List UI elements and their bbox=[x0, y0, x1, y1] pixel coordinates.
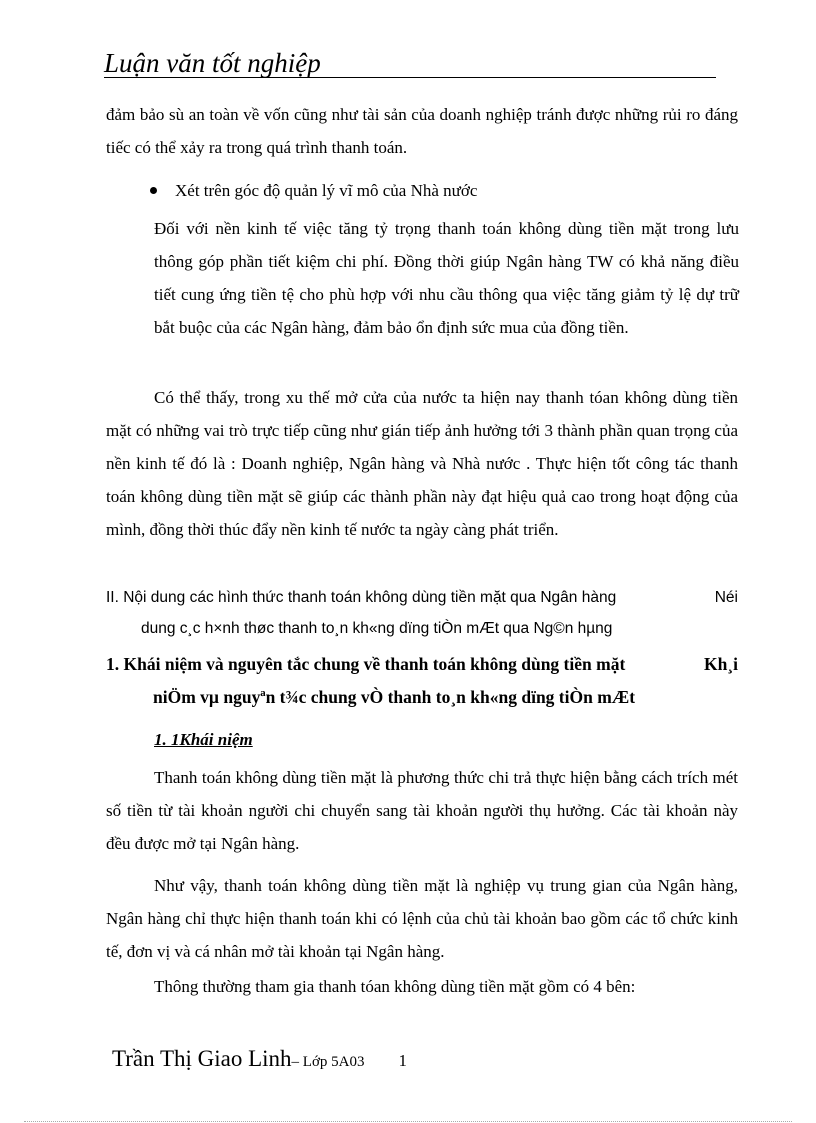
section-ii-garbled-a: Néi bbox=[714, 589, 738, 606]
bullet-item bbox=[150, 174, 740, 207]
page-bottom-rule bbox=[24, 1121, 792, 1122]
subsection-title: 1. 1Khái niệm bbox=[154, 730, 253, 749]
section-ii-garbled-b: dung c¸c h×nh thøc thanh to¸n kh«ng dïng tiÒn mÆt qua Ng©n hµng bbox=[141, 620, 613, 637]
page-number: 1 bbox=[398, 1051, 407, 1070]
footer-author: Trần Thị Giao Linh bbox=[112, 1046, 292, 1071]
section-1-heading bbox=[106, 648, 738, 714]
section-1-title: 1. Khái niệm và nguyên tắc chung về thanh toán không dùng tiền mặt bbox=[106, 654, 626, 674]
section-1-garbled-b: niÖm vµ nguyªn t¾c chung vÒ thanh to¸n kh«ng dïng tiÒn mÆt bbox=[153, 687, 636, 707]
bullet-icon bbox=[150, 187, 157, 194]
paragraph-4: Thanh toán không dùng tiền mặt là phương thức chi trả thực hiện bằng cách trích mét số tiền từ tài khoản người chi chuyển sang tài khoản người thụ hưởng. Các tài khoản này đều được mở tại Ngân hàng. bbox=[106, 768, 738, 853]
paragraph-1: đảm bảo sù an toàn về vốn cũng như tài sản của doanh nghiệp tránh được những rủi ro đáng tiếc có thể xảy ra trong quá trình thanh toán. bbox=[106, 105, 738, 157]
section-ii-heading bbox=[106, 582, 738, 644]
bullet-text: Xét trên góc độ quản lý vĩ mô của Nhà nước bbox=[175, 181, 478, 200]
paragraph-3: Có thể thấy, trong xu thế mở cửa của nước ta hiện nay thanh tóan không dùng tiền mặt có những vai trò trực tiếp cũng như gián tiếp ảnh hưởng tới 3 thành phần quan trọng của nền kinh tế đó là : Doanh nghiệp, Ngân hàng và Nhà nước . Thực hiện tốt công tác thanh toán không dùng tiền mặt sẽ giúp các thành phần này đạt hiệu quả cao trong hoạt động của mình, đồng thời thúc đẩy nền kinh tế nước ta ngày càng phát triển. bbox=[106, 388, 738, 539]
section-ii-title: II. Nội dung các hình thức thanh toán không dùng tiền mặt qua Ngân hàng bbox=[106, 589, 617, 606]
header-title: Luận văn tốt nghiệp bbox=[104, 48, 321, 78]
footer bbox=[112, 1046, 407, 1072]
footer-class: – Lớp 5A03 bbox=[291, 1054, 365, 1070]
paragraph-6: Thông thường tham gia thanh tóan không dùng tiền mặt gồm có 4 bên: bbox=[154, 977, 636, 996]
section-1-garbled-a: Kh¸i bbox=[703, 654, 738, 674]
paragraph-5: Như vậy, thanh toán không dùng tiền mặt là nghiệp vụ trung gian của Ngân hàng, Ngân hàng chỉ thực hiện thanh toán khi có lệnh của chủ tài khoản bao gồm các tổ chức kinh tế, đơn vị và cá nhân mở tài khoản tại Ngân hàng. bbox=[106, 876, 738, 961]
paragraph-2: Đối với nền kinh tế việc tăng tỷ trọng thanh toán không dùng tiền mặt trong lưu thông góp phần tiết kiệm chi phí. Đồng thời giúp Ngân hàng TW có khả năng điều tiết cung ứng tiền tệ cho phù hợp với nhu cầu thông qua việc tăng giảm tỷ lệ dự trữ bắt buộc của các Ngân hàng, đảm bảo ổn định sức mua của đồng tiền. bbox=[154, 219, 739, 337]
header-rule bbox=[104, 77, 716, 78]
